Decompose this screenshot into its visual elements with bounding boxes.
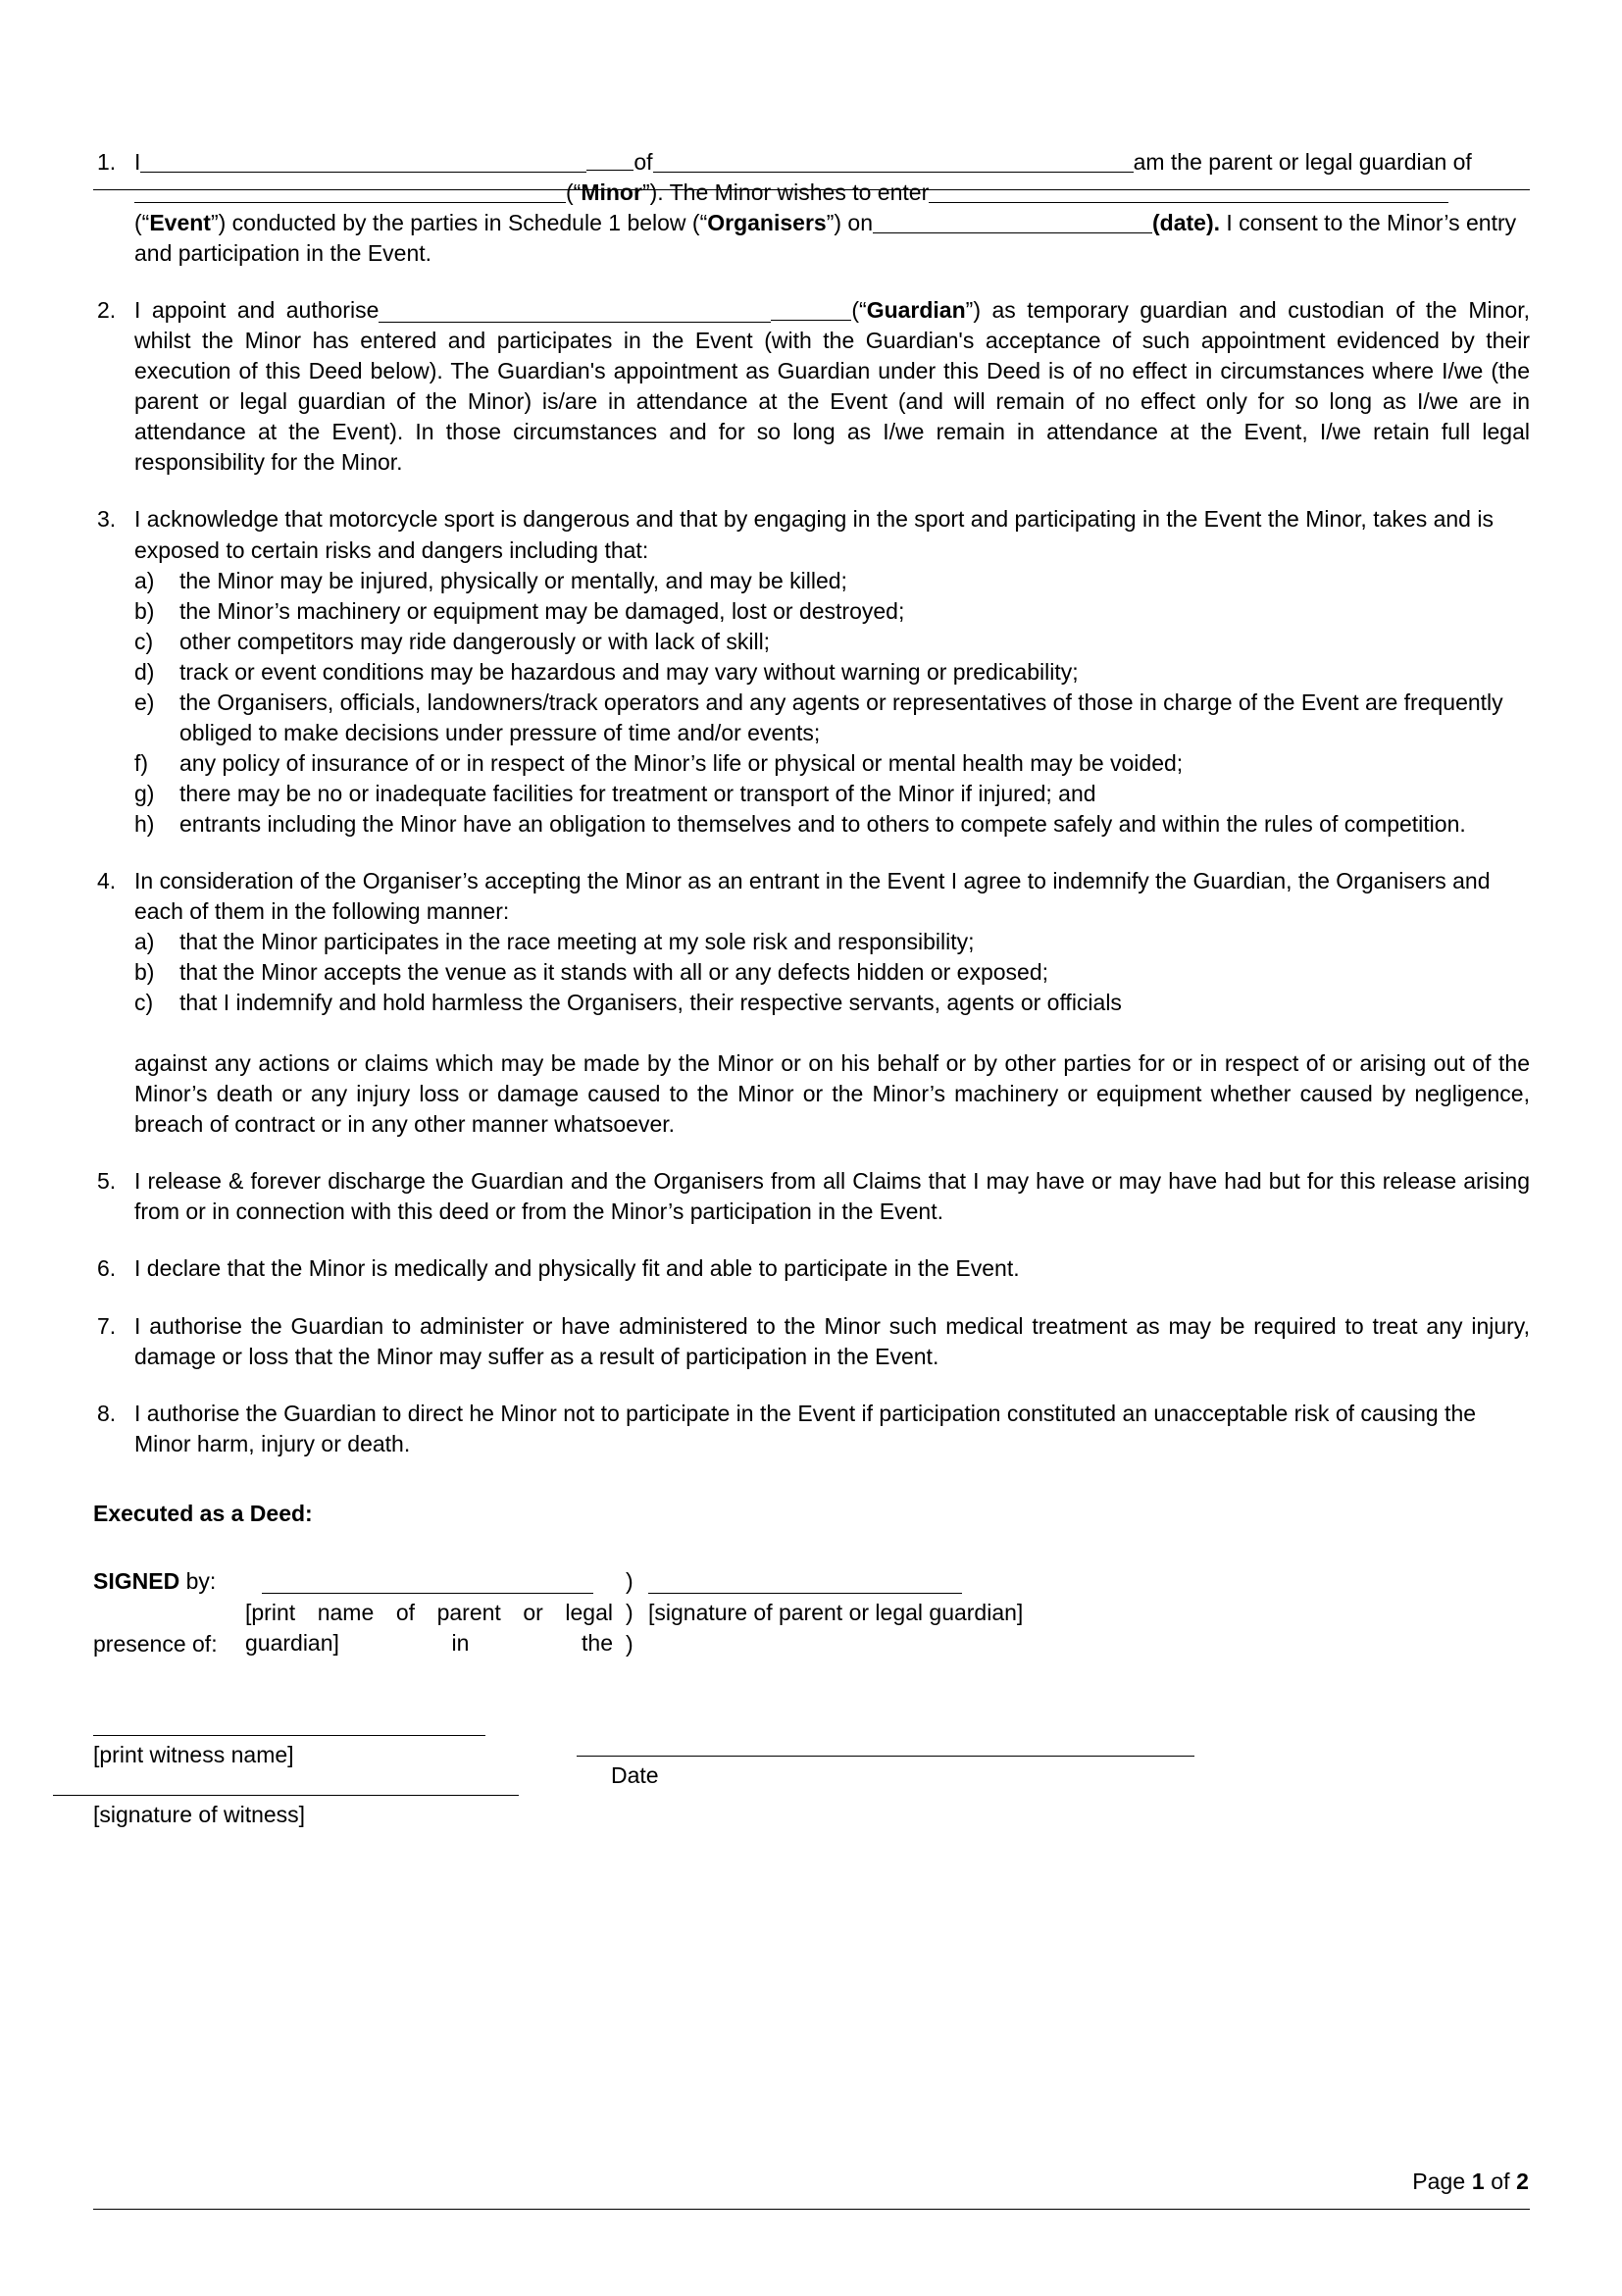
- clause-5-body: [134, 1166, 1530, 1227]
- footer-prefix: Page: [1412, 2168, 1472, 2194]
- clause-4-intro: In consideration of the Organiser’s accepting the Minor as an entrant in the Event I agree to indemnify the Guardian, the Organisers and each of them in the following manner:: [134, 867, 1491, 925]
- clause-1-seg-5: ”). The Minor wishes to enter: [641, 179, 930, 206]
- paren-marker-1: ): [626, 1567, 634, 1594]
- clause-1-seg-2: of: [634, 149, 653, 175]
- witness-signature-rule[interactable]: [53, 1795, 519, 1796]
- footer-divider: [93, 2209, 1530, 2210]
- clause-1-seg-1: I: [134, 149, 141, 175]
- clause-3-item-d-text: track or event conditions may be hazardous and may vary without warning or predicability;: [179, 658, 1079, 685]
- clause-2-seg-3: ”) as temporary guardian and custodian of the Minor, whilst the Minor has entered and participates in the Event (with the Guardian's acceptance of such appointment evidenced by their execution of this Deed below). The Guardian's appointment as Guardian under this Deed is of no effect in circumstances where I/we (the parent or legal guardian of the Minor) is/are in attendance at the Event (and will remain of no effect only for so long as I/we are in attendance at the Event). In those circumstances and for so long as I/we remain in attendance at the Event, I/we retain full legal responsibility for the Minor.: [134, 297, 1530, 476]
- paren-marker-2: ): [626, 1599, 634, 1625]
- clause-5: [93, 1166, 1530, 1227]
- clause-1-seg-6: (“: [134, 210, 150, 236]
- footer-page-number: 1: [1471, 2168, 1485, 2194]
- paren-marker-3: ): [626, 1630, 634, 1657]
- clause-2-number: 2.: [97, 297, 117, 324]
- clause-3-item-a: [134, 566, 1530, 596]
- print-name-rule[interactable]: [262, 1593, 593, 1594]
- clause-1-body: [134, 147, 1530, 269]
- clause-3-item-d-letter: d): [134, 658, 155, 685]
- clause-8: [93, 1399, 1530, 1459]
- clause-1-event-bold: Event: [149, 210, 211, 236]
- clause-4-number: 4.: [97, 867, 117, 893]
- clause-6-text: I declare that the Minor is medically and physically fit and able to participate in the Event.: [134, 1255, 1020, 1282]
- clause-3-item-h-text: entrants including the Minor have an obligation to themselves and to others to compete safely and within the rules of competition.: [179, 810, 1466, 837]
- clause-4-item-b: [134, 957, 1530, 988]
- clause-3-item-c-letter: c): [134, 628, 154, 654]
- clause-3-intro: I acknowledge that motorcycle sport is dangerous and that by engaging in the sport and participating in the Event the Minor, takes and is exposed to certain risks and dangers including that:: [134, 506, 1494, 563]
- clause-2: [93, 295, 1530, 478]
- witness-name-rule[interactable]: [93, 1735, 485, 1736]
- clause-2-guardian-bold: Guardian: [866, 297, 966, 324]
- clause-4-item-b-text: that the Minor accepts the venue as it stands with all or any defects hidden or exposed;: [179, 959, 1049, 986]
- blank-minor-name[interactable]: [134, 185, 566, 203]
- clause-3-item-f-text: any policy of insurance of or in respect of the Minor’s life or physical or mental health may be voided;: [179, 749, 1184, 776]
- clause-2-seg-1: I appoint and authorise: [134, 297, 380, 324]
- presence-of-label: presence of:: [93, 1630, 218, 1657]
- executed-as-deed-heading: Executed as a Deed:: [93, 1500, 313, 1526]
- clause-3-item-d: [134, 657, 1530, 688]
- clause-3-body: [134, 504, 1530, 840]
- footer-middle: of: [1484, 2168, 1517, 2194]
- clause-3-item-c-text: other competitors may ride dangerously or with lack of skill;: [179, 628, 771, 654]
- blank-guardian-name[interactable]: [379, 303, 771, 323]
- page-footer: [1412, 2168, 1529, 2196]
- clause-1-seg-9: I consent to the Minor’s entry and participation in the Event.: [134, 210, 1517, 267]
- clause-3-item-g-text: there may be no or inadequate facilities for treatment or transport of the Minor if injured; and: [179, 780, 1096, 806]
- clause-5-text: I release & forever discharge the Guardian and the Organisers from all Claims that I may have or may have had but for this release arising from or in connection with this deed or from the Minor’s participation in the Event.: [134, 1168, 1530, 1225]
- clause-3-item-g: [134, 779, 1530, 809]
- clause-8-number: 8.: [97, 1400, 117, 1426]
- clause-3-item-e-letter: e): [134, 689, 155, 715]
- document-body: [93, 147, 1530, 1927]
- clause-4-body: [134, 866, 1530, 1140]
- clause-7-text: I authorise the Guardian to administer or have administered to the Minor such medical treatment as may be required to treat any injury, damage or loss that the Minor may suffer as a result of participation in the Event.: [134, 1312, 1530, 1369]
- clause-3-item-a-text: the Minor may be injured, physically or mentally, and may be killed;: [179, 567, 847, 593]
- parent-signature-rule[interactable]: [648, 1593, 962, 1594]
- blank-event-name[interactable]: [929, 185, 1448, 203]
- clause-3-item-f: [134, 748, 1530, 779]
- parent-signature-caption: [signature of parent or legal guardian]: [648, 1599, 1024, 1625]
- clause-3-item-e: [134, 688, 1530, 748]
- clause-1-seg-4: (“: [566, 179, 582, 206]
- blank-guardian-name-ext[interactable]: [771, 303, 851, 321]
- clause-1-text: [134, 147, 1530, 269]
- clause-8-text: I authorise the Guardian to direct he Minor not to participate in the Event if participation constituted an unacceptable risk of causing the Minor harm, injury or death.: [134, 1400, 1477, 1456]
- clause-1-seg-8: ”) on: [826, 210, 873, 236]
- clause-5-number: 5.: [97, 1168, 117, 1195]
- clause-6: [93, 1253, 1530, 1284]
- clause-3-item-e-text: the Organisers, officials, landowners/track operators and any agents or representatives of those in charge of the Event are frequently obliged to make decisions under pressure of time and/or events;: [179, 689, 1503, 745]
- clause-1: [93, 147, 1530, 269]
- clause-4-item-c-letter: c): [134, 990, 154, 1016]
- clause-6-body: [134, 1253, 1530, 1284]
- witness-signature-caption: [signature of witness]: [93, 1801, 306, 1827]
- clause-7-body: [134, 1311, 1530, 1372]
- clause-4-outro: against any actions or claims which may be made by the Minor or on his behalf or by other parties for or in respect of or arising out of the Minor’s death or any injury loss or damage caused to the Minor or the Minor’s machinery or equipment whether caused by negligence, breach of contract or in any other manner whatsoever.: [134, 1050, 1530, 1138]
- clause-4-spacer: [134, 1018, 1530, 1048]
- clause-1-number: 1.: [97, 149, 117, 175]
- clause-4-item-c-text: that I indemnify and hold harmless the Organisers, their respective servants, agents or officials: [179, 990, 1122, 1016]
- witness-name-caption: [print witness name]: [93, 1741, 294, 1767]
- clause-7: [93, 1311, 1530, 1372]
- blank-address[interactable]: [653, 155, 1134, 173]
- clause-3-item-h: [134, 809, 1530, 840]
- date-caption: Date: [611, 1761, 659, 1788]
- witness-block: [93, 1731, 1530, 1927]
- clause-3: [93, 504, 1530, 840]
- signed-by-rest: by:: [179, 1567, 217, 1594]
- signed-keyword: SIGNED: [93, 1567, 180, 1594]
- clause-1-organisers-bold: Organisers: [707, 210, 827, 236]
- clause-3-item-f-letter: f): [134, 749, 149, 776]
- clause-4: [93, 866, 1530, 1140]
- clause-6-number: 6.: [97, 1255, 117, 1282]
- clause-1-seg-3: am the parent or legal guardian of: [1133, 149, 1472, 175]
- clause-4-item-b-letter: b): [134, 959, 155, 986]
- clause-3-item-b-letter: b): [134, 597, 155, 624]
- blank-parent-name-ext[interactable]: [586, 153, 634, 171]
- clause-7-number: 7.: [97, 1312, 117, 1339]
- footer-total-pages: 2: [1516, 2168, 1529, 2194]
- clause-3-item-g-letter: g): [134, 780, 155, 806]
- blank-event-date[interactable]: [873, 216, 1152, 233]
- blank-parent-name[interactable]: [140, 155, 586, 173]
- clause-3-item-a-letter: a): [134, 567, 155, 593]
- clause-8-body: [134, 1399, 1530, 1459]
- clause-2-body: [134, 295, 1530, 478]
- clause-4-item-a-text: that the Minor participates in the race meeting at my sole risk and responsibility;: [179, 929, 975, 955]
- signed-by-label: [93, 1566, 216, 1597]
- clause-1-minor-bold: Minor: [581, 179, 642, 206]
- clause-4-item-a: [134, 927, 1530, 957]
- signature-block: [93, 1566, 1530, 1731]
- clause-4-item-c: [134, 988, 1530, 1018]
- clause-3-item-b-text: the Minor’s machinery or equipment may be damaged, lost or destroyed;: [179, 597, 905, 624]
- clause-1-seg-7: ”) conducted by the parties in Schedule 1 below (“: [210, 210, 708, 236]
- date-rule[interactable]: [577, 1756, 1194, 1757]
- clause-3-item-c: [134, 627, 1530, 657]
- print-name-caption: [print name of parent or legal guardian] in the: [245, 1599, 613, 1656]
- clause-3-item-h-letter: h): [134, 810, 155, 837]
- clause-4-item-a-letter: a): [134, 929, 155, 955]
- clause-1-date-bold: (date).: [1152, 210, 1220, 236]
- clause-3-number: 3.: [97, 506, 117, 533]
- clause-2-text: [134, 295, 1530, 478]
- clause-2-seg-2: (“: [851, 297, 867, 324]
- clause-3-item-b: [134, 596, 1530, 627]
